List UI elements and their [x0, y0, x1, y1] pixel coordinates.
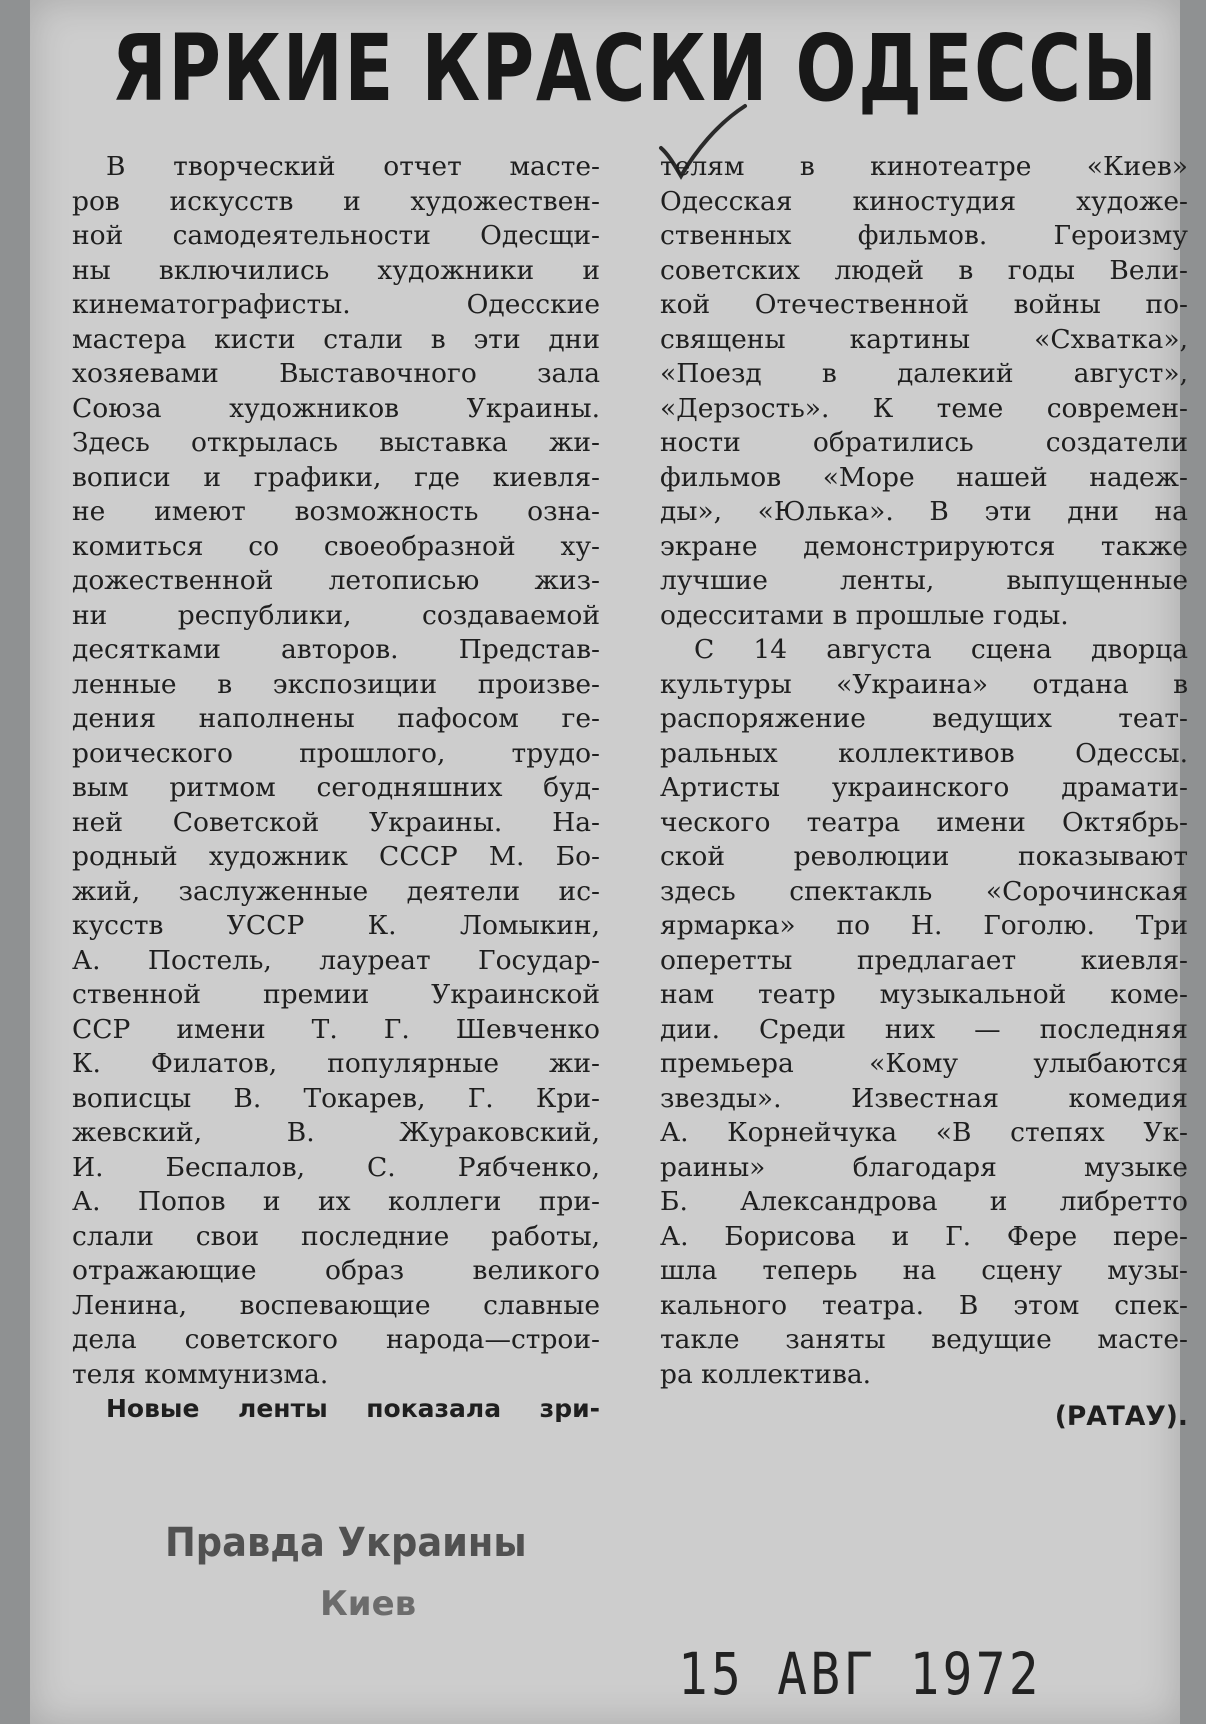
article-line: Новые ленты показала зри-: [106, 1394, 600, 1423]
date-stamp: 15 АВГ 1972: [678, 1640, 1042, 1708]
article-line: Одесская киностудия художе-: [660, 185, 1188, 217]
article-line: фильмов «Море нашей надеж-: [660, 461, 1188, 493]
article-line: А. Постель, лауреат Государ-: [72, 944, 600, 976]
article-column-left: [72, 150, 600, 1427]
article-line: роического прошлого, трудо-: [72, 737, 600, 769]
article-line: здесь спектакль «Сорочинская: [660, 875, 1188, 907]
article-line: Ленина, воспевающие славные: [72, 1289, 600, 1321]
article-line: нам театр музыкальной коме-: [660, 979, 1188, 1010]
article-line: И. Беспалов, С. Рябченко,: [72, 1151, 600, 1183]
article-line: С 14 августа сцена дворца: [694, 634, 1188, 665]
source-stamp-newspaper: Правда Украины: [165, 1520, 527, 1566]
article-line: одесситами в прошлые годы.: [660, 599, 1069, 631]
article-line: оперетты предлагает киевля-: [660, 944, 1188, 976]
article-line: Союза художников Украины.: [72, 392, 600, 424]
article-line: хозяевами Выставочного зала: [72, 358, 600, 389]
article-line: жевский, В. Жураковский,: [72, 1117, 600, 1148]
article-line: родный художник СССР М. Бо-: [72, 841, 600, 872]
article-line: ды», «Юлька». В эти дни на: [660, 496, 1188, 527]
article-line: «Дерзость». К теме современ-: [660, 392, 1188, 424]
article-line: ны включились художники и: [72, 254, 600, 286]
article-line: раины» благодаря музыке: [660, 1151, 1188, 1183]
article-line: экране демонстрируются также: [660, 530, 1188, 562]
article-line: теля коммунизма.: [72, 1358, 329, 1390]
article-line: культуры «Украина» отдана в: [660, 668, 1188, 700]
article-line: кой Отечественной войны по-: [660, 289, 1188, 320]
article-line: советских людей в годы Вели-: [660, 254, 1188, 286]
article-line: Артисты украинского драмати-: [660, 772, 1188, 803]
article-line: премьера «Кому улыбаются: [660, 1048, 1188, 1079]
article-line: ной самодеятельности Одесщи-: [72, 220, 600, 251]
article-line: ственных фильмов. Героизму: [660, 220, 1188, 251]
article-line: дела советского народа—строи-: [72, 1324, 600, 1355]
article-line: дии. Среди них — последняя: [660, 1013, 1188, 1045]
article-line: мастера кисти стали в эти дни: [72, 323, 600, 355]
article-line: ленные в экспозиции произве-: [72, 668, 600, 700]
article-line: кусств УССР К. Ломыкин,: [72, 910, 600, 941]
article-line: ней Советской Украины. На-: [72, 806, 600, 838]
article-line: лучшие ленты, выпущенные: [660, 565, 1188, 596]
article-line: А. Корнейчука «В степях Ук-: [660, 1117, 1188, 1148]
article-line: дожественной летописью жиз-: [72, 565, 600, 596]
article-line: отражающие образ великого: [72, 1255, 600, 1286]
article-line: ров искусств и художествен-: [72, 185, 600, 217]
article-line: ни республики, создаваемой: [72, 599, 600, 631]
headline: ЯРКИЕ КРАСКИ ОДЕССЫ: [111, 14, 1159, 122]
article-line: распоряжение ведущих теат-: [660, 703, 1188, 734]
article-line: вописцы В. Токарев, Г. Кри-: [72, 1082, 600, 1114]
article-line: шла теперь на сцену музы-: [660, 1255, 1188, 1286]
article-line: А. Попов и их коллеги при-: [72, 1186, 600, 1217]
article-line: Здесь открылась выставка жи-: [72, 427, 600, 458]
article-line: ской революции показывают: [660, 841, 1188, 872]
article-line: К. Филатов, популярные жи-: [72, 1048, 600, 1079]
article-line: ра коллектива.: [660, 1358, 872, 1390]
article-line: слали свои последние работы,: [72, 1220, 600, 1252]
article-line: кинематографисты. Одесские: [72, 289, 600, 320]
newspaper-clipping: [30, 0, 1188, 1724]
article-line: священы картины «Схватка»,: [660, 323, 1188, 355]
article-line: ССР имени Т. Г. Шевченко: [72, 1013, 600, 1045]
article-line: дения наполнены пафосом ге-: [72, 703, 600, 734]
article-line: кального театра. В этом спек-: [660, 1289, 1188, 1321]
article-line: В творческий отчет масте-: [106, 151, 600, 182]
article-line: звезды». Известная комедия: [660, 1082, 1188, 1114]
article-line: ярмарка» по Н. Гоголю. Три: [660, 910, 1188, 941]
article-line: не имеют возможность озна-: [72, 496, 600, 527]
article-line: Б. Александрова и либретто: [660, 1186, 1188, 1217]
source-stamp-city: Киев: [320, 1584, 417, 1624]
article-line: жий, заслуженные деятели ис-: [72, 875, 600, 907]
article-line: (РАТАУ).: [1054, 1401, 1188, 1432]
article-line: телям в кинотеатре «Киев»: [660, 151, 1188, 182]
article-line: вым ритмом сегодняшних буд-: [72, 772, 600, 803]
article-line: вописи и графики, где киевля-: [72, 461, 600, 493]
article-line: ности обратились создатели: [660, 427, 1188, 458]
article-line: комиться со своеобразной ху-: [72, 530, 600, 562]
article-line: ческого театра имени Октябрь-: [660, 806, 1188, 838]
article-line: такле заняты ведущие масте-: [660, 1324, 1188, 1355]
article-line: А. Борисова и Г. Фере пере-: [660, 1220, 1188, 1252]
article-line: десятками авторов. Представ-: [72, 634, 600, 665]
article-line: «Поезд в далекий август»,: [660, 358, 1188, 389]
article-line: ственной премии Украинской: [72, 979, 600, 1010]
article-column-right: [660, 150, 1188, 1435]
article-line: ральных коллективов Одессы.: [660, 737, 1188, 769]
